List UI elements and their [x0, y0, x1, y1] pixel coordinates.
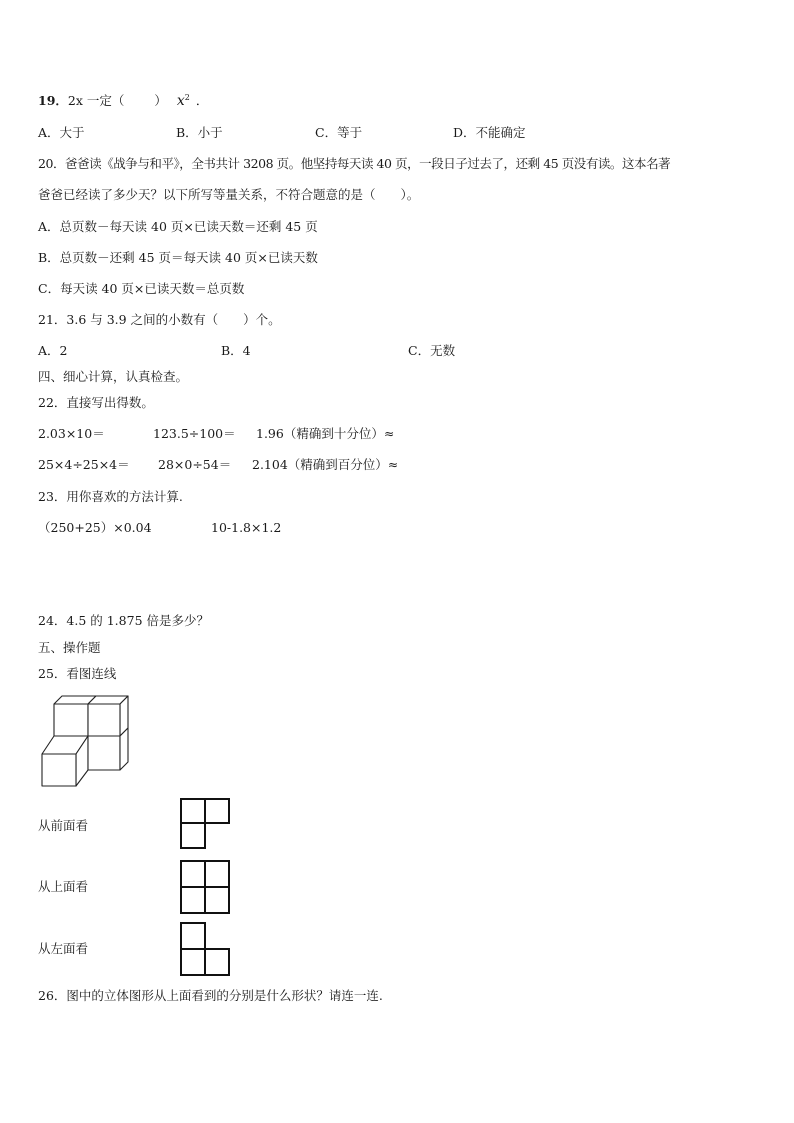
q19-exp: 2 — [184, 93, 190, 102]
q19-paren-close: ） — [154, 93, 167, 109]
section4-title: 四、细心计算，认真检查。 — [38, 369, 189, 384]
q19-prefix: 2x 一定（ — [67, 93, 125, 109]
view-shape-top — [180, 860, 230, 914]
q22-r1c2: 123.5÷100＝ — [153, 426, 236, 441]
view-shape-left — [180, 922, 230, 976]
q19-option-b: B．小于 — [176, 125, 223, 140]
q20-option-c: C．每天读 40 页×已读天数＝总页数 — [38, 281, 245, 296]
view-shape-front — [180, 798, 230, 850]
q19-end: ． — [195, 93, 209, 109]
q22-r1c3: 1.96（精确到十分位）≈ — [256, 426, 395, 441]
q20-option-b: B．总页数－还剩 45 页＝每天读 40 页×已读天数 — [38, 250, 318, 265]
q22-r2c3: 2.104（精确到百分位）≈ — [252, 457, 399, 472]
q21-option-c: C．无数 — [408, 343, 456, 358]
cube-stack-figure — [40, 694, 132, 788]
q19-stem — [38, 90, 208, 109]
q19-var: x — [176, 93, 185, 110]
q20-line2: 爸爸已经读了多少天？以下所写等量关系，不符合题意的是（ ）。 — [38, 187, 420, 202]
q19-number: 19． — [38, 93, 68, 109]
view-label-top: 从上面看 — [38, 879, 89, 894]
q24-stem: 24．4.5 的 1.875 倍是多少？ — [38, 613, 209, 628]
q21-option-a: A．2 — [38, 343, 68, 358]
q21-stem: 21．3.6 与 3.9 之间的小数有（ ）个。 — [38, 312, 281, 327]
q23-title: 23．用你喜欢的方法计算. — [38, 489, 183, 504]
view-label-left: 从左面看 — [38, 941, 89, 956]
q22-r2c1: 25×4÷25×4＝ — [38, 457, 130, 472]
view-label-front: 从前面看 — [38, 818, 89, 833]
q20-line1: 20．爸爸读《战争与和平》，全书共计 3208 页。他坚持每天读 40 页，一段日子过去了，还剩 45 页没有读。这本名著 — [38, 156, 671, 171]
q22-title: 22．直接写出得数。 — [38, 395, 154, 410]
q20-option-a: A．总页数－每天读 40 页×已读天数＝还剩 45 页 — [38, 219, 318, 234]
q19-option-c: C．等于 — [315, 125, 363, 140]
section5-title: 五、操作题 — [38, 640, 101, 655]
q19-option-d: D．不能确定 — [453, 125, 526, 140]
q23-expr-1: （250+25）×0.04 — [38, 520, 152, 535]
q19-option-a: A．大于 — [38, 125, 85, 140]
q25-title: 25．看图连线 — [38, 666, 117, 681]
q21-option-b: B．4 — [221, 343, 251, 358]
q26-stem: 26．图中的立体图形从上面看到的分别是什么形状？请连一连. — [38, 988, 383, 1003]
q22-r1c1: 2.03×10＝ — [38, 426, 105, 441]
q23-expr-2: 10-1.8×1.2 — [211, 520, 282, 535]
q22-r2c2: 28×0÷54＝ — [158, 457, 232, 472]
